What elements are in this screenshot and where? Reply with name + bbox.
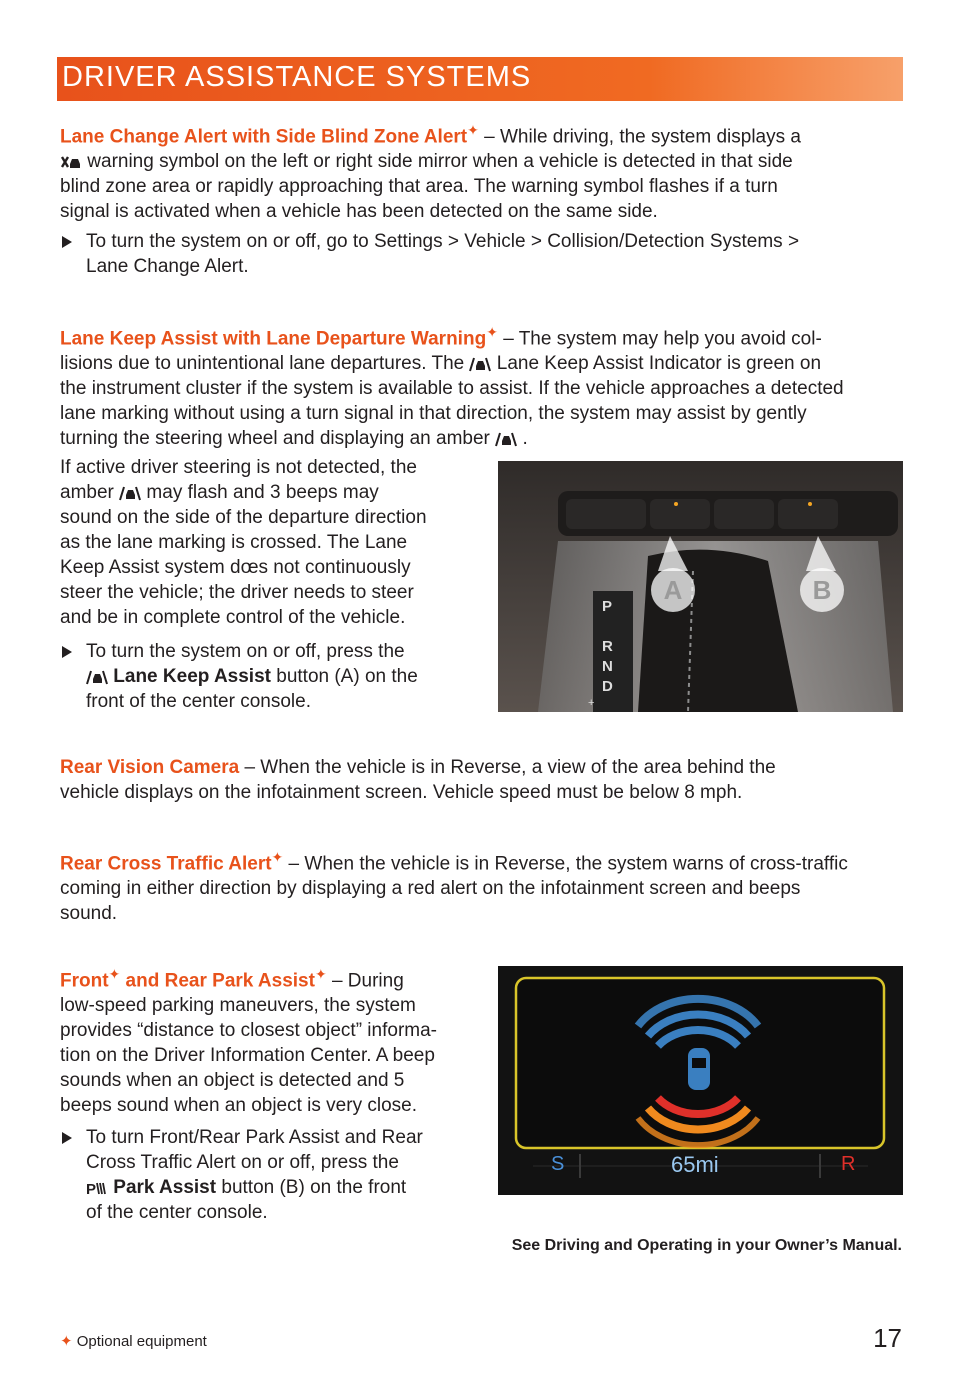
rear-vision-paragraph [60,755,920,805]
park-assist-text: tion on the Driver Information Center. A beep [60,1045,435,1067]
display-distance: 65mi [671,1152,719,1177]
optional-star: ✦ [60,1333,73,1350]
lane-change-text: – While driving, the system displays a [478,126,801,148]
lane-change-text: signal is activated when a vehicle has been detected on the same side. [60,201,658,223]
optional-star: ✦ [314,966,327,982]
park-assist-text: sounds when an object is detected and 5 [60,1070,405,1092]
lane-keep-detail-paragraph [60,455,470,630]
gear-p-label: P [602,598,613,615]
park-assist-heading: Front [60,970,109,992]
lane-keep-text: as the lane marking is crossed. The Lane [60,532,408,553]
lane-change-text: warning symbol on the left or right side mirror when a vehicle is detected in that side [82,151,793,173]
bullet-arrow-icon [62,236,72,248]
park-assist-text: provides “distance to closest object” informa- [60,1020,437,1042]
driver-info-center-photo [498,966,903,1195]
optional-star: ✦ [467,122,479,138]
page-number: 17 [873,1323,902,1353]
lane-keep-text: . [517,428,528,450]
callout-b: B [800,568,844,612]
park-assist-text: beeps sound when an object is very close. [60,1095,417,1117]
lane-keep-text: lane marking without using a turn signal in that direction, the system may assist by gently [60,403,807,425]
rear-vision-text: – When the vehicle is in Reverse, a view of the area behind the [239,757,776,778]
rear-vision-text: vehicle displays on the infotainment screen. Vehicle speed must be below 8 mph. [60,782,743,803]
lane-keep-assist-icon [86,669,108,685]
lane-keep-text: Lane Keep Assist Indicator is green on [491,353,822,375]
gear-r-label: R [602,638,613,655]
lane-keep-text: sound on the side of the departure direction [60,507,427,528]
park-assist-button-name: Park Assist [108,1177,217,1198]
lane-keep-instruction [86,639,466,714]
manual-reference: See Driving and Operating in your Owner’s Manual. [511,1237,902,1254]
lane-keep-text: Keep Assist system dœs not continuously [60,557,411,578]
lane-change-text: blind zone area or rapidly approaching that area. The warning symbol flashes if a turn [60,176,778,198]
lane-keep-text: the instrument cluster if the system is available to assist. If the vehicle approaches a detected [60,378,844,400]
rear-cross-text: – When the vehicle is in Reverse, the system warns of cross-traffic [283,853,848,875]
rear-cross-heading: Rear Cross Traffic Alert [60,853,272,875]
lane-keep-text: amber [60,482,120,503]
bullet-arrow-icon [62,646,72,658]
instruction-text: To turn Front/Rear Park Assist and Rear [86,1127,423,1148]
park-assist-text: – During [326,970,404,992]
instruction-text: front of the center console. [86,691,311,712]
park-assist-icon [86,1180,108,1196]
instruction-text: Lane Change Alert. [86,256,249,277]
instruction-text: To turn the system on or off, press the [86,641,405,662]
lane-keep-paragraph [60,320,920,451]
center-console-photo [498,461,903,712]
page-title: DRIVER ASSISTANCE SYSTEMS [62,61,532,93]
instruction-text: Cross Traffic Alert on or off, press the [86,1152,399,1173]
lane-keep-assist-icon [119,485,141,501]
gear-plus-label: + [588,697,595,709]
lane-keep-assist-icon [495,431,517,447]
park-assist-instruction [86,1125,466,1225]
lane-keep-text: and be in complete control of the vehicle. [60,607,406,628]
svg-text:P: P [86,1180,97,1196]
park-assist-text: low-speed parking maneuvers, the system [60,995,416,1017]
gear-d-label: D [602,678,613,695]
optional-star: ✦ [108,966,121,982]
optional-star: ✦ [486,324,498,340]
side-blind-zone-icon [60,154,82,170]
lane-keep-assist-icon [469,356,491,372]
lane-keep-text: – The system may help you avoid col- [497,328,822,350]
rear-cross-text: coming in either direction by displaying a red alert on the infotainment screen and beeps [60,878,801,900]
park-assist-heading: and Rear Park Assist [120,970,315,992]
gear-n-label: N [602,658,613,675]
optional-star: ✦ [271,849,284,865]
lane-keep-button-name: Lane Keep Assist [108,666,271,687]
lane-keep-text: turning the steering wheel and displaying an amber [60,428,496,450]
lane-change-heading: Lane Change Alert with Side Blind Zone Alert [60,126,468,148]
instruction-text: of the center console. [86,1202,268,1223]
park-assist-paragraph [60,962,480,1118]
lane-keep-text: steer the vehicle; the driver needs to steer [60,582,414,603]
lane-keep-text: lisions due to unintentional lane departures. The [60,353,470,375]
footnote [60,1332,207,1350]
rear-vision-heading: Rear Vision Camera [60,757,240,778]
rear-cross-paragraph [60,845,920,926]
instruction-text: To turn the system on or off, go to Settings > Vehicle > Collision/Detection Systems > [86,231,800,252]
footnote-text: Optional equipment [72,1333,207,1350]
rear-cross-text: sound. [60,903,118,925]
instruction-text: button (B) on the front [216,1177,407,1198]
display-right-label: R [841,1153,856,1175]
lane-keep-text: may flash and 3 beeps may [141,482,379,503]
bullet-arrow-icon [62,1132,72,1144]
lane-change-instruction [86,229,799,279]
instruction-text: button (A) on the [270,666,418,687]
lane-keep-text: If active driver steering is not detected, the [60,457,417,478]
lane-keep-heading: Lane Keep Assist with Lane Departure Warning [60,328,487,350]
lane-change-paragraph [60,118,920,224]
callout-a: A [651,568,695,612]
display-left-label: S [551,1153,565,1175]
